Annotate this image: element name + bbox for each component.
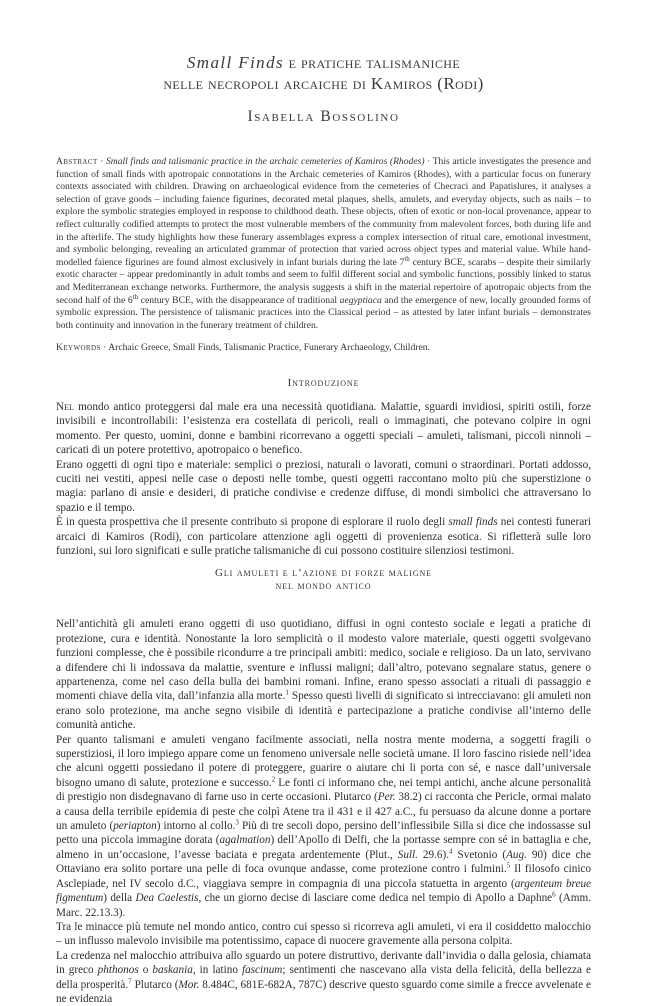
paragraph: Erano oggetti di ogni tipo e materiale: semplici o preziosi, naturali o lavorati, comuni o straordinari. Portati addosso, cuciti nei vestiti, appesi nelle case o deposti nelle tombe, questi oggetti raccontano molto più che superstizione o magia: parlano di ansie e desideri, di pratiche condivise e credenze diffuse, di mondi simbolici che attraversano lo spazio e il tempo.: [56, 458, 591, 514]
paragraph-text: , in latino: [192, 964, 242, 977]
italic-term: fascinum: [241, 964, 283, 977]
section-heading-amuleti: [56, 567, 591, 593]
paragraph: Tra le minacce più temute nel mondo antico, contro cui spesso si ricorreva agli amuleti, vi era il cosiddetto malocchio – un influsso malevolo invisibile ma potentissimo, capace di nuocere gravemente alla persona colpita.: [56, 920, 591, 948]
paragraph-text: o: [138, 964, 153, 977]
footnote-ref[interactable]: 7: [128, 976, 132, 985]
abstract-sep-2: ·: [424, 156, 433, 167]
intro-body: [56, 400, 591, 558]
italic-term: Aug.: [506, 848, 527, 861]
italic-term: Per.: [377, 791, 396, 804]
section2-body: [56, 617, 591, 1006]
abstract-text: This article investigates the presence and function of small finds with apotropaic connotations in the Archaic cemeteries of Kamiros (Rhodes), with a particular focus on funerary contexts associated with children. Drawing on archaeological evidence from the cemeteries of Checraci and Papatislures, it analyses a selection of grave goods – including faience figurines, decorated metal plaques, shells, amulets, and everyday objects, such as nails – to explore the symbolic strategies employed in response to childhood death. These objects, often of exotic or non-local provenance, appear to reflect culturally codified attempts to protect the most vulnerable members of the community from malevolent forces, both during life and in the afterlife. The study highlights how these funerary assemblages express a complex intersection of ritual care, emotional investment, and symbolic belonging, revealing an articulated grammar of protection that varied across object types and material value. While hand-modelled faience figurines are found almost exclusively in infant burials during the late 7: [56, 156, 591, 268]
paragraph-text: Nell’antichità gli amuleti erano oggetti di uso quotidiano, diffusi in ogni contesto sociale e legati a pratiche di protezione, cura e identità. Nonostante la loro semplicità o il modesto valore materiale, questi oggetti svolgevano funzioni complesse, che è possibile ricondurre a tre principali ambiti: medico, sociale e religioso. Da un lato, servivano a difendere chi li indossava da malattie, sventure e influssi maligni; dall’altro, potevano segnalare status, genere o appartenenza, come nel caso della bulla dei bambini romani. Infine, erano spesso associati a rituali di passaggio e momenti chiave della vita, dall’infanzia alla morte.: [56, 618, 591, 703]
paragraph-text: Svetonio (: [452, 848, 507, 861]
abstract-text: century BCE, scarabs – despite their similarly exotic character – appear predominantly in adult tombs and seem to fulfil different social and symbolic functions, possibly linked to status and Mediterranean exchange networks. Furthermore, the analysis suggests a shift in the material repertoire of apotropaic objects from the second half of the 6: [56, 256, 591, 306]
keywords-sep: ·: [100, 342, 109, 354]
footnote-ref[interactable]: 6: [552, 890, 556, 899]
paragraph-text: ) della: [103, 892, 136, 905]
paragraph-text: Per quanto talismani e amuleti vengano facilmente associati, nella nostra mente moderna, a soggetti fragili o superstiziosi, il loro impiego appare come un fenomeno universale nelle società umane. Il loro fascino risiede nell’idea che alcuni oggetti possiedano il potere di proteggere, guarire o aiutare chi li porta con sé, e nasce dall’universale bisogno umano di salute, protezione e successo.: [56, 733, 591, 789]
paragraph-text: nei contesti funerari arcaici di Kamiros (Rodi), con particolare attenzione agli oggetti di provenienza esotica. Si rifletterà sulle loro funzioni, sui loro significati e sulle pratiche talismaniche di cui possono costituire silenziosi testimoni.: [56, 516, 591, 557]
italic-term: phthonos: [97, 964, 139, 977]
abstract: [56, 156, 591, 332]
paragraph-text: mondo antico proteggersi dal male era una necessità quotidiana. Malattie, sguardi invidiosi, spiriti ostili, forze invisibili e incontrollabili: l’esistenza era costellata di pericoli, reali o immaginati, che potevano colpire in ogni momento. Per questo, uomini, donne e bambini ricorrevano a oggetti speciali – amuleti, talismani, piccoli ninnoli – caricati di un potere protettivo, apotropaico o benefico.: [56, 400, 591, 457]
keywords-text: Archaic Greece, Small Finds, Talismanic Practice, Funerary Archaeology, Children.: [108, 342, 430, 354]
abstract-text: and the emergence of new, locally grounded forms of symbolic expression. The persistence of talismanic practices into the Classical period – as attested by later infant burials – demonstrates both continuity and innovation in the funerary treatment of children.: [56, 294, 591, 331]
paragraph: [56, 733, 591, 920]
section-heading-introduzione: Introduzione: [287, 376, 360, 389]
paragraph-text: 29.6).: [417, 848, 450, 861]
footnote-ref[interactable]: 1: [285, 688, 289, 697]
italic-term: Sull.: [397, 848, 418, 861]
paragraph-text: ) intorno al collo.: [156, 820, 236, 833]
paragraph-text: Plutarco (: [131, 978, 179, 991]
author-name: Isabella Bossolino: [247, 108, 400, 125]
abstract-text: century BCE, with the disappearance of traditional: [138, 294, 340, 306]
abstract-label: Abstract: [56, 156, 98, 167]
paragraph-text: Il filosofo cinico Asclepiade, nel IV secolo d.C., viaggiava sempre in compagnia di una piccola statuetta in argento (: [56, 863, 591, 890]
title-italic: Small Finds: [186, 53, 285, 72]
paragraph: [56, 617, 591, 732]
italic-term: periapton: [113, 820, 157, 833]
section-heading-line2: nel mondo antico: [275, 580, 372, 593]
abstract-sup: th: [132, 292, 139, 301]
footnote-ref[interactable]: 3: [235, 818, 239, 827]
italic-term: Dea Caelestis: [135, 892, 199, 905]
paragraph-text: È in questa prospettiva che il presente contributo si propone di esplorare il ruolo degli: [56, 516, 449, 529]
footnote-ref[interactable]: 4: [449, 847, 453, 856]
italic-term: Mor.: [178, 978, 200, 991]
abstract-italic-term: aegyptiaca: [339, 294, 382, 306]
paragraph: [56, 515, 591, 558]
paragraph-text: La credenza nel malocchio attribuiva allo sguardo un potere distruttivo, derivante dall’invidia o dalla gelosia, chiamata in greco: [56, 949, 591, 977]
abstract-sep: ·: [97, 156, 106, 167]
footnote-ref[interactable]: 5: [506, 861, 511, 870]
paragraph-text: 8.484C, 681E-682A, 787C) descrive questo sguardo come simile a frecce avvelenate e ne evidenzia: [56, 978, 591, 1005]
paragraph-text: ; sentimenti che nascevano alla vista della felicità, della bellezza e della prosperità.: [56, 964, 592, 991]
paragraph-text: (Amm. Marc. 22.13.3).: [56, 892, 592, 919]
italic-term: baskania: [152, 964, 193, 977]
paragraph-text: Più di tre secoli dopo, persino dell’inflessibile Silla si dice che indossasse sul petto una piccola immagine dorata (: [56, 820, 591, 847]
paragraph-text: 38.2) ci racconta che Pericle, ormai malato a causa della terribile epidemia di peste che colpì Atene tra il 431 e il 427 a.C., fu persuaso da alcune donne a portare un amuleto (: [56, 791, 591, 833]
paragraph: [56, 949, 591, 1006]
paragraph-text: , che un giorno decise di lasciare come dedica nel tempio di Apollo a Daphne: [198, 892, 553, 905]
abstract-title: Small finds and talismanic practice in the archaic cemeteries of Kamiros (Rhodes): [105, 156, 425, 167]
footnote-ref[interactable]: 2: [271, 775, 276, 784]
paragraph-text: ) dell’Apollo di Delfi, che la portasse sempre con sé in battaglia e che, almeno in un’occasione, l’avesse baciata e pregata ardentemente (Plut.,: [56, 834, 591, 861]
italic-term: agalmation: [219, 834, 271, 847]
abstract-sup: th: [404, 254, 410, 263]
italic-term: argenteum breue figmentum: [56, 877, 591, 905]
keywords-label: Keywords: [56, 342, 101, 354]
title-line2: nelle necropoli arcaiche di Kamiros (Rodi): [163, 74, 484, 93]
paragraph: [56, 400, 591, 458]
paper-title: [56, 52, 591, 94]
section-heading-line1: Gli amuleti e l’azione di forze maligne: [215, 567, 432, 580]
paragraph-text: Le fonti ci informano che, nei tempi antichi, anche alcune personalità di prestigio non disdegnavano di farne uso in certe occasioni. Plutarco (: [56, 776, 591, 804]
paragraph-lead: Nel: [56, 400, 74, 413]
keywords: [56, 342, 591, 355]
italic-term: small finds: [448, 516, 498, 529]
paragraph-text: Spesso questi livelli di significato si intrecciavano: gli amuleti non erano solo protezione, ma anche segno visibile di identità e partecipazione a pratiche condivise all’interno delle comunità antiche.: [56, 690, 591, 732]
paragraph-text: 90) dice che Ottaviano era solito portare una pelle di foca ovunque andasse, come protezione contro i fulmini.: [56, 848, 591, 876]
title-line1-rest: e pratiche talismaniche: [284, 53, 461, 72]
